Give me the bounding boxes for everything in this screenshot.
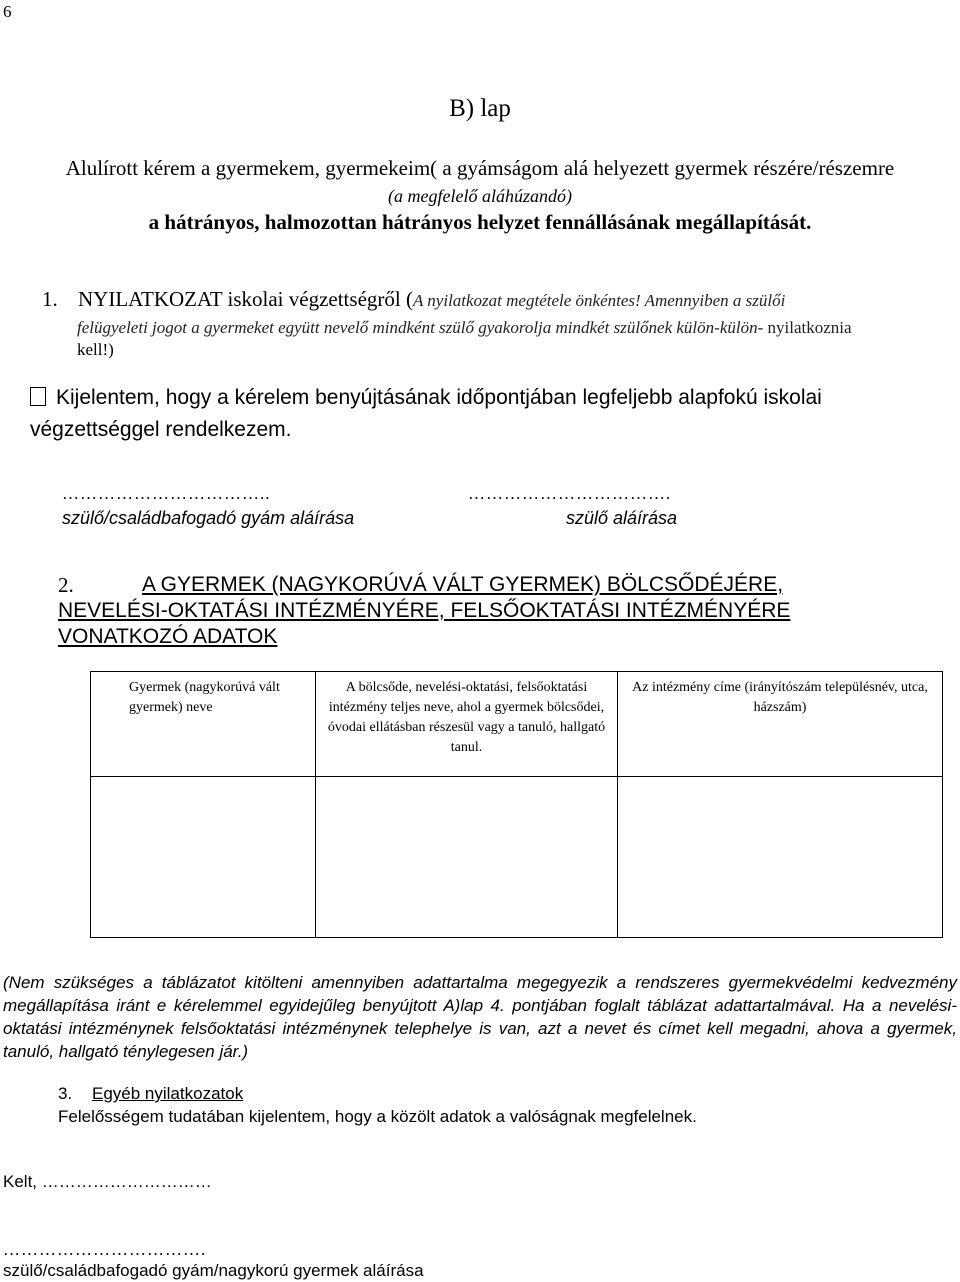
section1-note-line-2	[77, 318, 852, 338]
section3-number: 3.	[58, 1084, 73, 1103]
table-header-row	[91, 672, 943, 777]
declaration-line-1	[30, 386, 822, 410]
date-place-line[interactable]: Kelt, …………………………	[3, 1172, 212, 1191]
section1-heading	[42, 287, 785, 312]
intro-line-3: a hátrányos, halmozottan hátrányos helyzet fennállásának megállapítását.	[148, 210, 812, 234]
declaration-text-1: Kijelentem, hogy a kérelem benyújtásának időpontjában legfeljebb alapfokú iskolai	[56, 386, 822, 409]
header-institution-name: A bölcsőde, nevelési-oktatási, felsőoktatási intézmény teljes neve, ahol a gyermek bölcsődei, óvodai ellátásban részesül vagy a tanuló, hallgató tanul.	[316, 672, 618, 777]
final-signature-label: szülő/családbafogadó gyám/nagykorú gyermek aláírása	[3, 1261, 424, 1280]
cell-institution-name[interactable]	[316, 777, 618, 938]
section3-heading-text: Egyéb nyilatkozatok	[92, 1084, 244, 1103]
section3-heading	[58, 1084, 243, 1104]
header-child-name: Gyermek (nagykorúvá vált gyermek) neve	[91, 672, 316, 777]
intro-line-1: Alulírott kérem a gyermekem, gyermekeim( a gyámságom alá helyezett gyermek részére/részemre	[65, 156, 895, 180]
section2-number: 2.	[58, 573, 74, 597]
section1-note-2-end: nyilatkoznia	[767, 318, 852, 337]
final-signature-line[interactable]: …………………………….	[3, 1240, 207, 1259]
section1-heading-text: NYILATKOZAT iskolai végzettségről (	[78, 287, 413, 311]
page-title: B) lap	[449, 95, 511, 122]
signature-label-right: szülő aláírása	[566, 508, 678, 528]
institution-table	[90, 671, 943, 938]
section2-heading-1: A GYERMEK (NAGYKORÚVÁ VÁLT GYERMEK) BÖLCSŐDÉJÉRE,	[142, 573, 784, 596]
section1-note-1: A nyilatkozat megtétele önkéntes! Amennyiben a szülői	[412, 291, 786, 310]
signature-line-left[interactable]: ……………………………..	[62, 484, 271, 503]
section1-note-3: kell!)	[77, 340, 114, 359]
cell-institution-address[interactable]	[618, 777, 943, 938]
intro-line-2: (a megfelelő aláhúzandó)	[388, 186, 572, 206]
section1-note-2: felügyeleti jogot a gyermeket együtt nevelő mindként szülő gyakorolja mindkét szülőnek külön-külön-	[77, 318, 768, 337]
header-institution-address: Az intézmény címe (irányítószám településnév, utca, házszám)	[618, 672, 943, 777]
section1-number: 1.	[42, 287, 58, 311]
table-row	[91, 777, 943, 938]
section2-heading-3: VONATKOZÓ ADATOK	[58, 625, 278, 648]
cell-child-name[interactable]	[91, 777, 316, 938]
section3-statement: Felelősségem tudatában kijelentem, hogy a közölt adatok a valóságnak megfelelnek.	[58, 1107, 697, 1126]
section2-heading-2: NEVELÉSI-OKTATÁSI INTÉZMÉNYÉRE, FELSŐOKTATÁSI INTÉZMÉNYÉRE	[58, 599, 791, 622]
declaration-line-2: végzettséggel rendelkezem.	[30, 418, 292, 441]
table-note: (Nem szükséges a táblázatot kitölteni amennyiben adattartalma megegyezik a rendszeres gyermekvédelmi kedvezmény megállapítása iránt e kérelemmel egyidejűleg benyújtott A)lap 4. pontjában foglalt táblázat adattartalmával. Ha a nevelési-oktatási intézménynek felsőoktatási intézménynek telephelye is van, azt a nevet és címet kell megadni, ahova a gyermek, tanuló, hallgató ténylegesen jár.)	[3, 973, 957, 1061]
signature-label-left: szülő/családbafogadó gyám aláírása	[62, 508, 355, 528]
signature-line-right[interactable]: …………………………….	[468, 484, 672, 503]
declaration-checkbox[interactable]	[30, 387, 46, 406]
page-number: 6	[3, 2, 12, 21]
